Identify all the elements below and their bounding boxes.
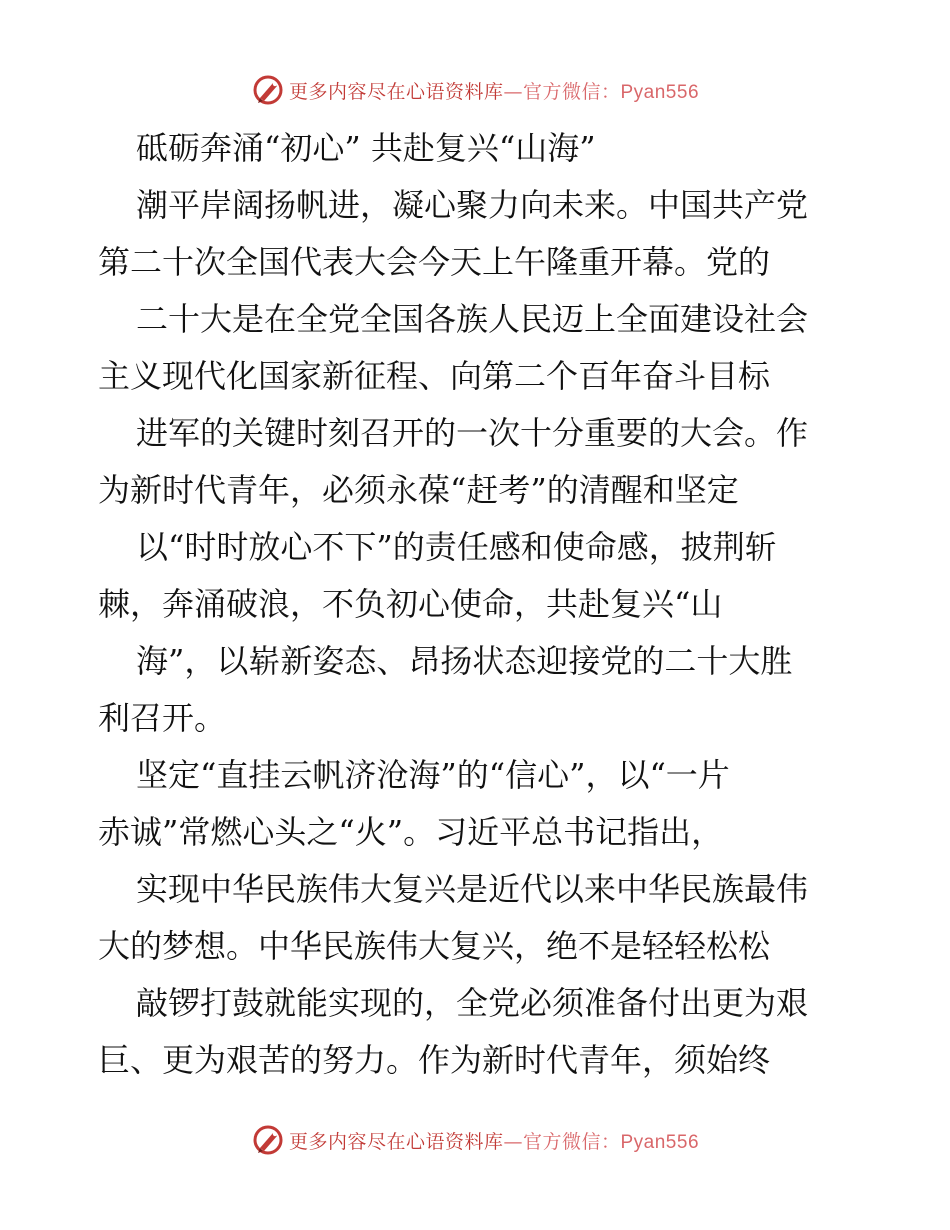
text-line: 大的梦想。中华民族伟大复兴，绝不是轻轻松松 (98, 927, 771, 965)
pen-logo-icon (251, 1123, 285, 1157)
text-line: 海”，以崭新姿态、昂扬状态迎接党的二十大胜 (136, 642, 793, 680)
text-line: 为新时代青年，必须永葆“赶考”的清醒和坚定 (98, 471, 739, 509)
text-line: 二十大是在全党全国各族人民迈上全面建设社会 (136, 300, 809, 338)
text-line: 以“时时放心不下”的责任感和使命感，披荆斩 (136, 528, 777, 566)
text-line: 潮平岸阔扬帆进，凝心聚力向未来。中国共产党 (136, 186, 809, 224)
watermark-main: 更多内容尽在心语资料库 (288, 1130, 504, 1153)
text-line: 棘，奔涌破浪，不负初心使命，共赴复兴“山 (98, 585, 723, 623)
text-line: 坚定“直挂云帆济沧海”的“信心”，以“一片 (136, 756, 730, 794)
text-line: 主义现代化国家新征程、向第二个百年奋斗目标 (98, 357, 771, 395)
text-line: 第二十次全国代表大会今天上午隆重开幕。党的 (98, 243, 771, 281)
watermark-header (0, 70, 950, 110)
watermark-main: 更多内容尽在心语资料库 (288, 80, 504, 103)
text-line: 进军的关键时刻召开的一次十分重要的大会。作 (136, 414, 809, 452)
text-line: 敲锣打鼓就能实现的，全党必须准备付出更为艰 (136, 984, 809, 1022)
watermark-footer (0, 1120, 950, 1160)
text-line: 赤诚”常燃心头之“火”。习近平总书记指出， (98, 813, 724, 851)
watermark-sub: —官方微信： (503, 1130, 621, 1153)
watermark-id: Pyan556 (620, 81, 700, 103)
text-line: 巨、更为艰苦的努力。作为新时代青年，须始终 (98, 1041, 771, 1079)
watermark-sub: —官方微信： (503, 80, 621, 103)
document-body (0, 120, 950, 1089)
text-line: 实现中华民族伟大复兴是近代以来中华民族最伟 (136, 870, 809, 908)
text-line: 利召开。 (98, 699, 227, 737)
document-title: 砥砺奔涌“初心” 共赴复兴“山海” (136, 129, 596, 167)
watermark-id: Pyan556 (620, 1131, 700, 1153)
pen-logo-icon (251, 73, 285, 107)
